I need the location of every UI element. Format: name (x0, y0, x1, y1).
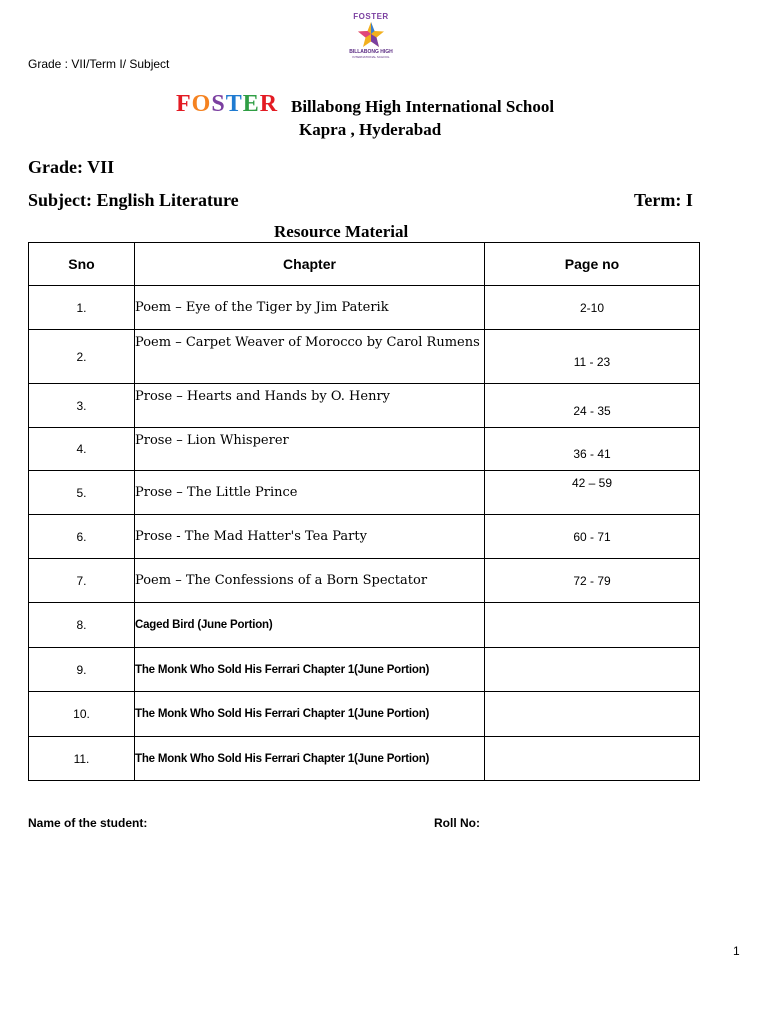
row-page-no (485, 737, 700, 781)
row-page-no: 42 – 59 (485, 471, 700, 515)
row-page-no (485, 692, 700, 737)
row-page-no: 60 - 71 (485, 515, 700, 559)
row-page-no: 11 - 23 (485, 330, 700, 384)
logo-top-word: FOSTER (353, 12, 389, 21)
row-chapter: The Monk Who Sold His Ferrari Chapter 1(June Portion) (135, 692, 485, 737)
table-row (29, 286, 700, 330)
grade-heading: Grade: VII (28, 157, 115, 177)
brand-letter-f: F (176, 91, 192, 117)
row-chapter: Poem – Eye of the Tiger by Jim Paterik (135, 286, 485, 330)
row-chapter: Prose – Lion Whisperer (135, 428, 485, 471)
header-grade-term-label: Grade : VII/Term I/ Subject (28, 57, 170, 71)
foster-brand-wordmark (176, 91, 278, 118)
row-page-no: 72 - 79 (485, 559, 700, 603)
row-page-no: 24 - 35 (485, 384, 700, 428)
row-chapter: Poem – The Confessions of a Born Spectator (135, 559, 485, 603)
term-heading: Term: I (634, 190, 693, 210)
table-header-row (29, 243, 700, 286)
row-chapter: Caged Bird (June Portion) (135, 603, 485, 648)
row-chapter: The Monk Who Sold His Ferrari Chapter 1(June Portion) (135, 648, 485, 692)
table-row (29, 428, 700, 471)
subject-heading: Subject: English Literature (28, 190, 239, 210)
row-chapter: Prose – The Little Prince (135, 471, 485, 515)
logo-star-icon (356, 21, 386, 49)
brand-letter-s: S (211, 91, 226, 117)
brand-letter-o: O (191, 91, 212, 117)
table-row (29, 559, 700, 603)
brand-letter-r: R (259, 91, 279, 117)
header-sno: Sno (29, 243, 135, 286)
row-page-no (485, 648, 700, 692)
student-name-label: Name of the student: (28, 816, 148, 830)
table-row (29, 330, 700, 384)
row-sno: 7. (29, 559, 135, 603)
row-sno: 1. (29, 286, 135, 330)
row-sno: 3. (29, 384, 135, 428)
row-sno: 10. (29, 692, 135, 737)
brand-letter-e: E (242, 91, 260, 117)
table-row (29, 648, 700, 692)
school-name: Billabong High International School (291, 97, 555, 116)
roll-no-label: Roll No: (434, 816, 480, 830)
row-sno: 6. (29, 515, 135, 559)
header-chapter: Chapter (135, 243, 485, 286)
row-chapter: Prose – Hearts and Hands by O. Henry (135, 384, 485, 428)
table-row (29, 515, 700, 559)
row-sno: 2. (29, 330, 135, 384)
row-sno: 11. (29, 737, 135, 781)
header-page-no: Page no (485, 243, 700, 286)
table-title: Resource Material (274, 222, 409, 241)
row-sno: 9. (29, 648, 135, 692)
table-row (29, 603, 700, 648)
table-row (29, 384, 700, 428)
school-logo (345, 12, 397, 70)
table-row (29, 692, 700, 737)
page-number: 1 (733, 944, 740, 958)
row-chapter: Poem – Carpet Weaver of Morocco by Carol Rumens (135, 330, 485, 384)
row-sno: 4. (29, 428, 135, 471)
logo-tagline: INTERNATIONAL SCHOOL (352, 55, 390, 59)
row-page-no: 2-10 (485, 286, 700, 330)
row-sno: 5. (29, 471, 135, 515)
resource-material-table (28, 242, 700, 781)
row-page-no: 36 - 41 (485, 428, 700, 471)
table-row (29, 737, 700, 781)
row-chapter: Prose - The Mad Hatter's Tea Party (135, 515, 485, 559)
brand-letter-t: T (225, 91, 243, 117)
row-sno: 8. (29, 603, 135, 648)
row-page-no (485, 603, 700, 648)
table-row (29, 471, 700, 515)
school-location: Kapra , Hyderabad (299, 120, 442, 139)
logo-bottom-word: BILLABONG HIGH (349, 49, 393, 55)
row-chapter: The Monk Who Sold His Ferrari Chapter 1(June Portion) (135, 737, 485, 781)
